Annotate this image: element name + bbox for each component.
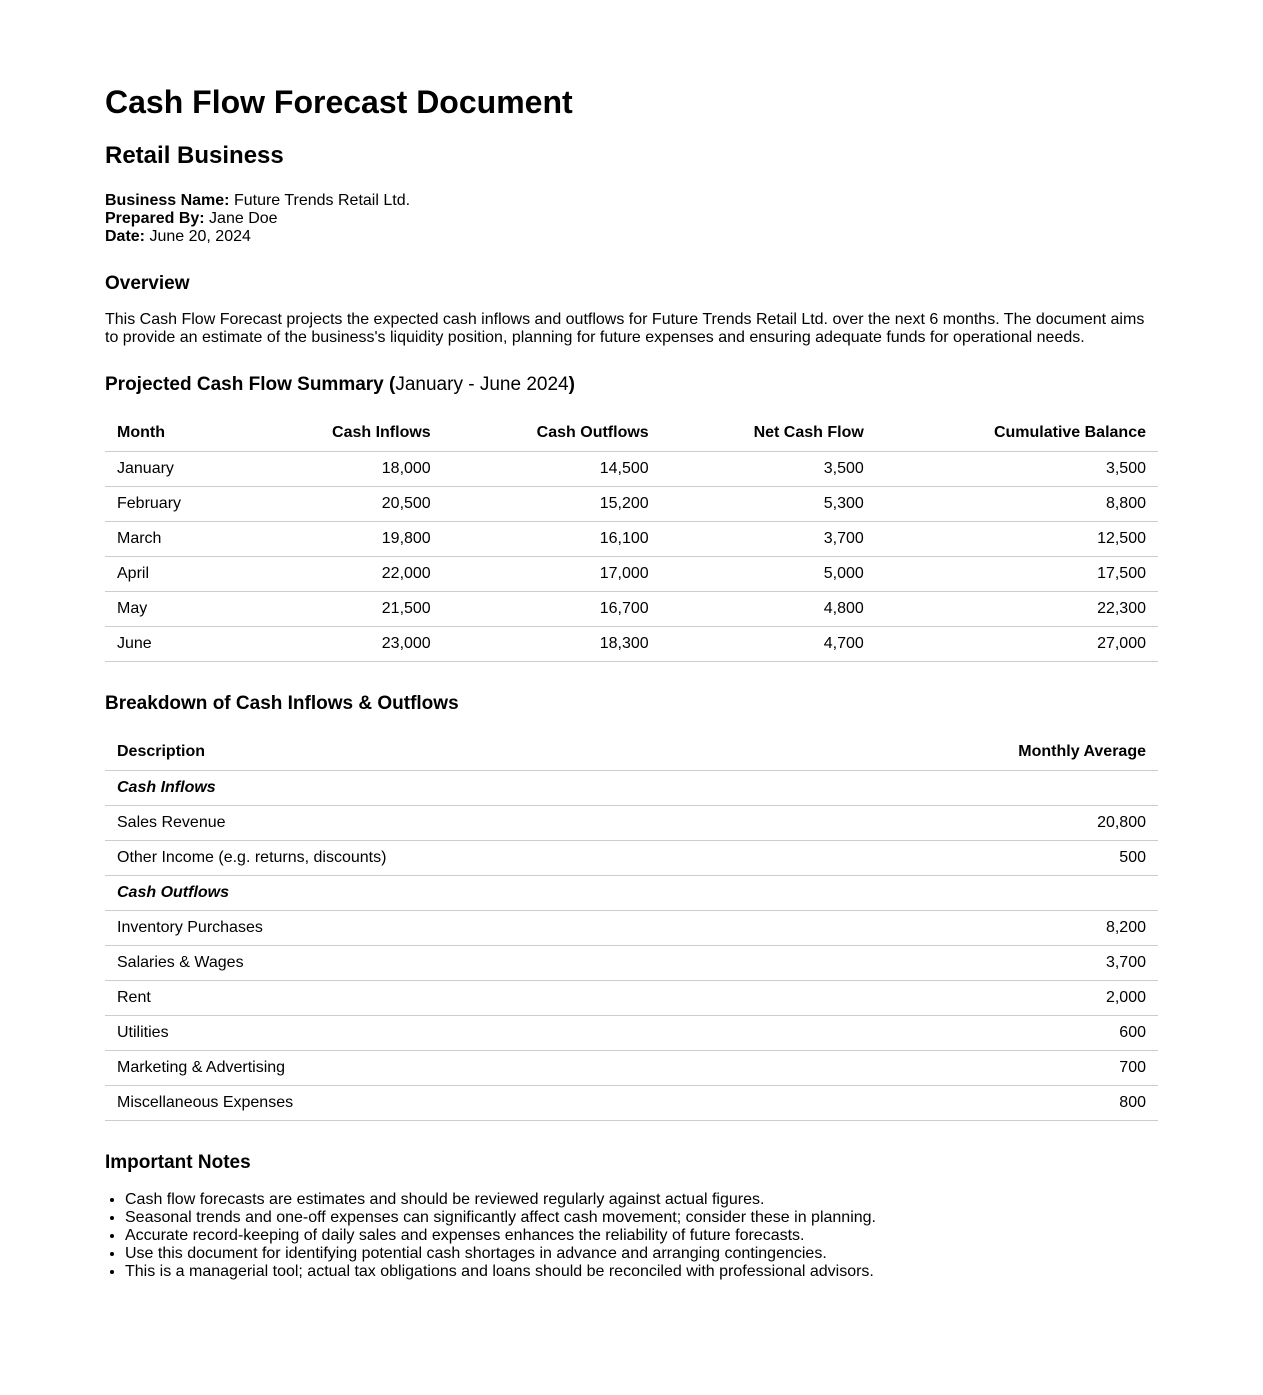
summary-header-row — [105, 415, 1158, 452]
summary-heading-close: ) — [568, 374, 575, 395]
breakdown-col-monthly-average: Monthly Average — [799, 734, 1158, 771]
breakdown-cell-description: Rent — [105, 981, 799, 1016]
summary-heading — [105, 373, 1158, 397]
summary-cell-month: June — [105, 627, 246, 662]
summary-cell-inflows: 19,800 — [246, 522, 443, 557]
summary-cell-cumulative: 3,500 — [876, 452, 1158, 487]
notes-list — [105, 1191, 1158, 1281]
notes-heading: Important Notes — [105, 1152, 251, 1173]
table-row — [105, 522, 1158, 557]
summary-cell-outflows: 15,200 — [443, 487, 661, 522]
document-subtitle: Retail Business — [105, 142, 284, 169]
summary-col-cumulative: Cumulative Balance — [876, 415, 1158, 452]
summary-col-month: Month — [105, 415, 246, 452]
breakdown-cell-description: Utilities — [105, 1016, 799, 1051]
meta-prepared-by-value: Jane Doe — [209, 210, 278, 227]
breakdown-cell-description: Marketing & Advertising — [105, 1051, 799, 1086]
breakdown-cell-amount: 800 — [799, 1086, 1158, 1121]
summary-cell-net: 5,300 — [661, 487, 876, 522]
summary-col-inflows: Cash Inflows — [246, 415, 443, 452]
breakdown-section-outflows — [105, 876, 1158, 911]
meta-business-name-value: Future Trends Retail Ltd. — [233, 192, 411, 209]
summary-table — [105, 415, 1158, 662]
table-row — [105, 1016, 1158, 1051]
breakdown-cell-amount: 500 — [799, 841, 1158, 876]
list-item: • Accurate record-keeping of daily sales and expenses enhances the reliability of future forecasts. — [125, 1227, 1158, 1245]
breakdown-heading: Breakdown of Cash Inflows & Outflows — [105, 693, 459, 714]
meta-date-label: Date: — [105, 228, 146, 245]
summary-cell-cumulative: 17,500 — [876, 557, 1158, 592]
breakdown-cell-amount: 20,800 — [799, 806, 1158, 841]
breakdown-table — [105, 734, 1158, 1121]
summary-heading-range: January - June 2024 — [395, 374, 569, 395]
summary-cell-outflows: 16,700 — [443, 592, 661, 627]
breakdown-cell-description: Salaries & Wages — [105, 946, 799, 981]
breakdown-cell-description: Inventory Purchases — [105, 911, 799, 946]
breakdown-cell-amount: 3,700 — [799, 946, 1158, 981]
meta-date-value: June 20, 2024 — [149, 228, 251, 245]
table-row — [105, 806, 1158, 841]
table-row — [105, 1051, 1158, 1086]
breakdown-cell-amount: 700 — [799, 1051, 1158, 1086]
list-item: • Seasonal trends and one-off expenses can significantly affect cash movement; consider these in planning. — [125, 1209, 1158, 1227]
breakdown-cell-description: Sales Revenue — [105, 806, 799, 841]
summary-cell-month: May — [105, 592, 246, 627]
list-item: • Cash flow forecasts are estimates and should be reviewed regularly against actual figures. — [125, 1191, 1158, 1209]
overview-text: This Cash Flow Forecast projects the expected cash inflows and outflows for Future Trends Retail Ltd. over the next 6 months. The document aims to provide an estimate of the business's liquidity position, planning for future expenses and ensuring adequate funds for operational needs. — [105, 311, 1145, 346]
summary-cell-cumulative: 22,300 — [876, 592, 1158, 627]
summary-cell-month: April — [105, 557, 246, 592]
breakdown-cell-description: Other Income (e.g. returns, discounts) — [105, 841, 799, 876]
summary-cell-outflows: 14,500 — [443, 452, 661, 487]
summary-cell-inflows: 21,500 — [246, 592, 443, 627]
table-row — [105, 911, 1158, 946]
summary-col-outflows: Cash Outflows — [443, 415, 661, 452]
summary-cell-inflows: 22,000 — [246, 557, 443, 592]
summary-cell-month: February — [105, 487, 246, 522]
breakdown-cell-description: Miscellaneous Expenses — [105, 1086, 799, 1121]
summary-col-net: Net Cash Flow — [661, 415, 876, 452]
table-row — [105, 557, 1158, 592]
meta-prepared-by — [105, 210, 1158, 228]
summary-cell-month: March — [105, 522, 246, 557]
summary-cell-net: 3,700 — [661, 522, 876, 557]
table-row — [105, 841, 1158, 876]
breakdown-cell-amount: 2,000 — [799, 981, 1158, 1016]
summary-cell-outflows: 17,000 — [443, 557, 661, 592]
table-row — [105, 592, 1158, 627]
meta-business-name — [105, 192, 1158, 210]
summary-cell-inflows: 23,000 — [246, 627, 443, 662]
breakdown-section-label: Cash Outflows — [105, 876, 1158, 911]
summary-cell-net: 4,700 — [661, 627, 876, 662]
summary-cell-cumulative: 27,000 — [876, 627, 1158, 662]
summary-cell-outflows: 16,100 — [443, 522, 661, 557]
breakdown-cell-amount: 8,200 — [799, 911, 1158, 946]
summary-cell-month: January — [105, 452, 246, 487]
table-row — [105, 946, 1158, 981]
breakdown-section-label: Cash Inflows — [105, 771, 1158, 806]
breakdown-col-description: Description — [105, 734, 799, 771]
summary-heading-main: Projected Cash Flow Summary ( — [105, 374, 396, 395]
summary-cell-cumulative: 12,500 — [876, 522, 1158, 557]
breakdown-section-inflows — [105, 771, 1158, 806]
table-row — [105, 1086, 1158, 1121]
document-title: Cash Flow Forecast Document — [105, 84, 573, 120]
overview-heading: Overview — [105, 273, 190, 294]
table-row — [105, 452, 1158, 487]
summary-cell-net: 4,800 — [661, 592, 876, 627]
meta-business-name-label: Business Name: — [105, 192, 230, 209]
list-item: • This is a managerial tool; actual tax obligations and loans should be reconciled with professional advisors. — [125, 1263, 1158, 1281]
table-row — [105, 627, 1158, 662]
document-meta — [105, 192, 1158, 246]
breakdown-cell-amount: 600 — [799, 1016, 1158, 1051]
breakdown-header-row — [105, 734, 1158, 771]
summary-cell-cumulative: 8,800 — [876, 487, 1158, 522]
table-row — [105, 981, 1158, 1016]
list-item: • Use this document for identifying potential cash shortages in advance and arranging contingencies. — [125, 1245, 1158, 1263]
summary-cell-net: 5,000 — [661, 557, 876, 592]
table-row — [105, 487, 1158, 522]
summary-cell-inflows: 20,500 — [246, 487, 443, 522]
summary-cell-net: 3,500 — [661, 452, 876, 487]
meta-date — [105, 228, 1158, 246]
meta-prepared-by-label: Prepared By: — [105, 210, 205, 227]
summary-cell-outflows: 18,300 — [443, 627, 661, 662]
summary-cell-inflows: 18,000 — [246, 452, 443, 487]
